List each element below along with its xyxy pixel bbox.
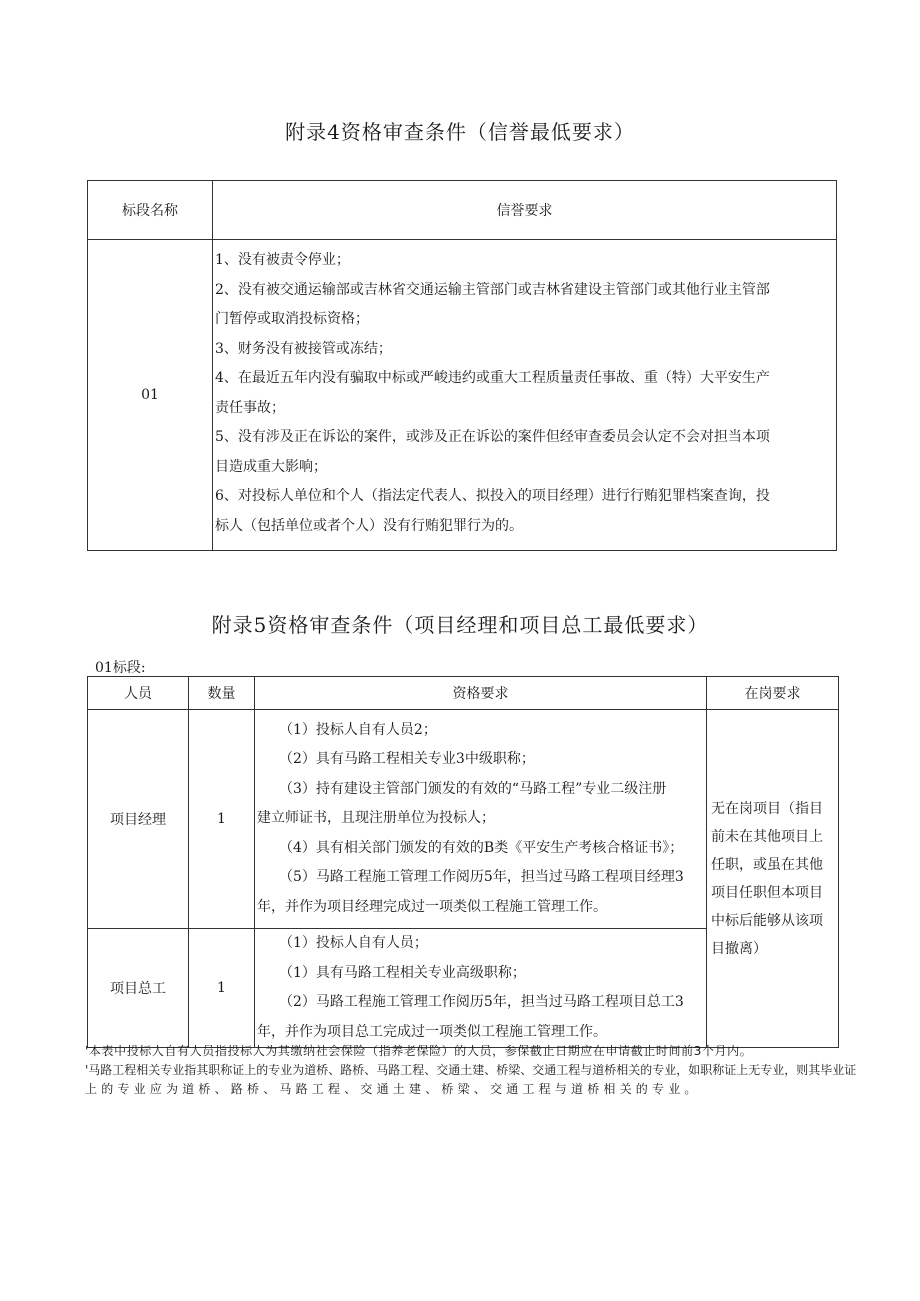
onpost-line: 前未在其他项目上 (711, 828, 823, 845)
requirement-line: （2）马路工程施工管理工作阅历5年，担当过马路工程项目总工3 (279, 994, 684, 1010)
table-row (88, 240, 837, 551)
requirement-line: 4、在最近五年内没有骗取中标或严峻违约或重大工程质量责任事故、重（特）大平安生产 (215, 370, 770, 386)
requirement-line: （5）马路工程施工管理工作阅历5年，担当过马路工程项目经理3 (279, 869, 684, 886)
requirement-line: 6、对投标人单位和个人（指法定代表人、拟投入的项目经理）进行行贿犯罪档案查询，投 (215, 488, 770, 504)
appendix5-title: 附录5资格审查条件（项目经理和项目总工最低要求） (211, 613, 709, 637)
requirement-line: （3）持有建设主管部门颁发的有效的“马路工程”专业二级注册 (279, 780, 667, 797)
qualification-cell (255, 710, 707, 929)
requirement-line: 目造成重大影响； (215, 458, 327, 475)
requirement-line: 建立师证书，且现注册单位为投标人； (257, 810, 495, 827)
requirement-line: （4）具有相关部门颁发的有效的B类《平安生产考核合格证书》； (279, 839, 684, 856)
requirement-line: （2）具有马路工程相关专业3中级职称； (279, 751, 535, 768)
footnote-line: '本表中投标人自有人员指投标人为其缴纳社会保险（指养老保险）的人员，参保截止日期应在申请截止时间前3个月内。 (85, 1044, 753, 1058)
requirement-line: 责任事故； (215, 399, 285, 416)
header-credit-requirements: 信誉要求 (213, 181, 837, 240)
requirement-line: 年，并作为项目总工完成过一项类似工程施工管理工作。 (257, 1023, 607, 1040)
footnotes (85, 1042, 885, 1099)
header-person: 人员 (88, 677, 189, 710)
appendix4-title: 附录4资格审查条件（信誉最低要求） (285, 120, 635, 144)
requirement-line: （1）具有马路工程相关专业高级职称； (279, 964, 526, 981)
onpost-line: 无在岗项目（指目 (711, 800, 823, 817)
requirement-line: 2、没有被交通运输部或吉林省交通运输主管部门或吉林省建设主管部门或其他行业主管部 (215, 281, 770, 298)
header-qualification: 资格要求 (255, 677, 707, 710)
onpost-requirement-cell (707, 710, 839, 1048)
footnote-line: 上的专业应为道桥、路桥、马路工程、交通土建、桥梁、交通工程与道桥相关的专业。 (85, 1082, 701, 1096)
person-name: 项目总工 (88, 929, 189, 1048)
requirement-line: 1、没有被责令停业； (215, 252, 350, 268)
person-count: 1 (189, 710, 255, 929)
onpost-line: 项目任职但本项目 (711, 884, 823, 901)
table-row (88, 710, 839, 929)
onpost-line: 任职，或虽在其他 (711, 856, 823, 873)
section-label: 01标段: (95, 660, 146, 676)
requirement-line: （1）投标人自有人员2； (279, 721, 437, 738)
person-count: 1 (189, 929, 255, 1048)
requirement-line: 3、财务没有被接管或冻结； (215, 340, 392, 357)
personnel-requirements-table (87, 676, 839, 1048)
table-header-row (88, 677, 839, 710)
credit-requirements-cell (213, 240, 837, 551)
requirement-line: 5、没有涉及正在诉讼的案件，或涉及正在诉讼的案件但经审查委员会认定不会对担当本项 (215, 429, 770, 445)
onpost-line: 中标后能够从该项 (711, 912, 823, 929)
qualification-cell (255, 929, 707, 1048)
header-count: 数量 (189, 677, 255, 710)
header-onpost: 在岗要求 (707, 677, 839, 710)
onpost-line: 目撤离） (711, 940, 767, 957)
requirement-line: 标人（包括单位或者个人）没有行贿犯罪行为的。 (215, 517, 523, 534)
footnote-line: '马路工程相关专业指其职称证上的专业为道桥、路桥、马路工程、交通土建、桥梁、交通工程与道桥相关的专业，如职称证上无专业，则其毕业证 (85, 1063, 857, 1077)
table-header-row (88, 181, 837, 240)
credit-requirements-table (87, 180, 837, 551)
header-section-name: 标段名称 (88, 181, 213, 240)
person-name: 项目经理 (88, 710, 189, 929)
section-number: 01 (88, 240, 213, 551)
requirement-line: （1）投标人自有人员； (279, 935, 428, 951)
requirement-line: 门暂停或取消投标资格； (215, 311, 369, 327)
requirement-line: 年，并作为项目经理完成过一项类似工程施工管理工作。 (257, 898, 607, 915)
